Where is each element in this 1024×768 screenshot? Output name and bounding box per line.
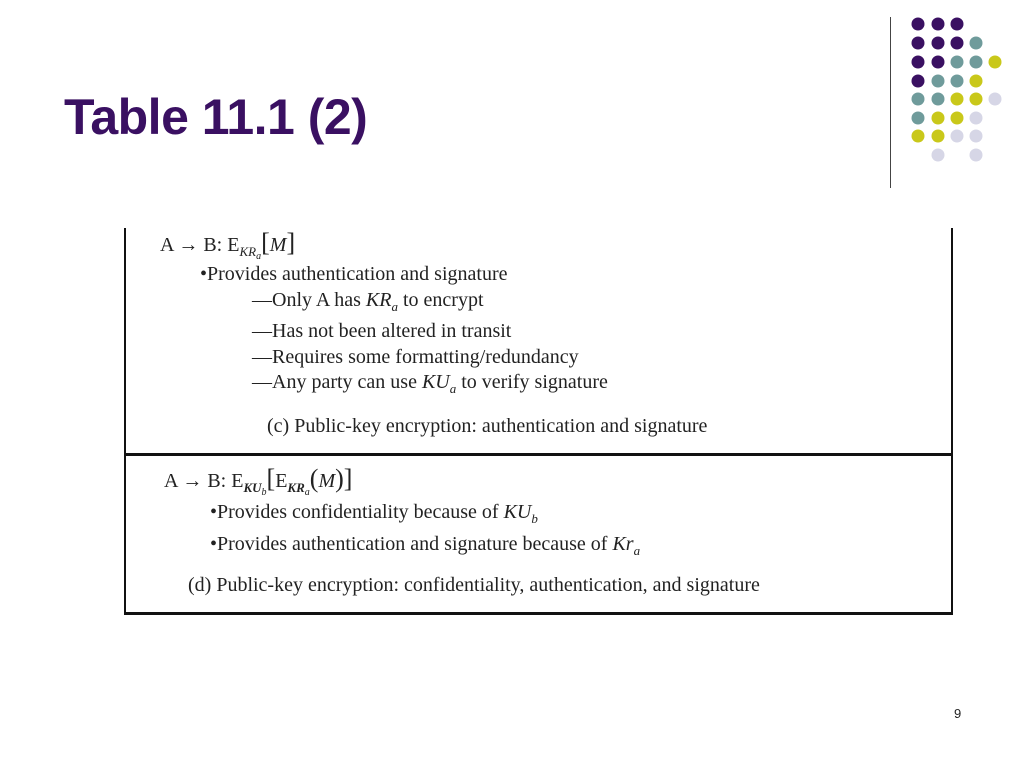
caption-d: (d) Public-key encryption: confidentiality, authentication, and signature bbox=[188, 574, 760, 596]
decorative-dot bbox=[970, 37, 983, 50]
decorative-dot bbox=[951, 130, 964, 143]
decorative-dot bbox=[951, 75, 964, 88]
decorative-dot bbox=[932, 112, 945, 125]
panel-d-confidentiality-authentication-signature bbox=[124, 456, 953, 615]
decorative-dot bbox=[912, 18, 925, 31]
decorative-dot bbox=[932, 56, 945, 69]
formula-d: A → B: $E_{KU_b}[E_{KR_a}(M)]$ bbox=[164, 464, 353, 498]
decorative-dot bbox=[989, 93, 1002, 106]
decorative-dot bbox=[912, 37, 925, 50]
decorative-dot bbox=[912, 112, 925, 125]
decorative-dot bbox=[932, 37, 945, 50]
decorative-dot bbox=[932, 93, 945, 106]
decorative-dot bbox=[970, 130, 983, 143]
encryption-table-figure bbox=[124, 228, 952, 616]
bullet-d-1: •Provides confidentiality because of $KU_b$ bbox=[210, 501, 538, 526]
decorative-dot bbox=[932, 75, 945, 88]
decorative-dot bbox=[951, 93, 964, 106]
page-number: 9 bbox=[954, 706, 962, 721]
decorative-dot bbox=[970, 93, 983, 106]
dash-c-1: —Only A has $KR_a$ to encrypt bbox=[252, 289, 484, 314]
dash-c-2: —Has not been altered in transit bbox=[252, 320, 512, 342]
bullet-d-2: •Provides authentication and signature because of $Kr_a$ bbox=[210, 533, 641, 558]
decorative-dot bbox=[912, 75, 925, 88]
decorative-dot bbox=[932, 149, 945, 162]
decorative-dot bbox=[989, 56, 1002, 69]
slide-title: Table 11.1 (2) bbox=[64, 89, 368, 145]
bullet-c-1: •Provides authentication and signature bbox=[200, 263, 508, 285]
decorative-dot bbox=[970, 112, 983, 125]
decorative-dot bbox=[951, 18, 964, 31]
caption-c: (c) Public-key encryption: authentication and signature bbox=[267, 415, 708, 437]
formula-c: A → B: $E_{KR_a}[M]$ bbox=[160, 228, 296, 262]
decorative-dot bbox=[970, 75, 983, 88]
panel-c-authentication-signature bbox=[124, 228, 953, 456]
decorative-dot bbox=[912, 93, 925, 106]
decorative-dot bbox=[970, 149, 983, 162]
decorative-dot bbox=[912, 130, 925, 143]
decorative-dot bbox=[932, 18, 945, 31]
decorative-dot bbox=[951, 112, 964, 125]
dash-c-3: —Requires some formatting/redundancy bbox=[252, 346, 579, 368]
decorative-dot bbox=[970, 56, 983, 69]
decorative-dot bbox=[932, 130, 945, 143]
dash-c-4: —Any party can use $KU_a$ to verify signature bbox=[252, 371, 608, 396]
decorative-dot-grid bbox=[0, 0, 1024, 200]
decorative-dot bbox=[912, 56, 925, 69]
decorative-dot bbox=[951, 56, 964, 69]
decorative-dot bbox=[951, 37, 964, 50]
